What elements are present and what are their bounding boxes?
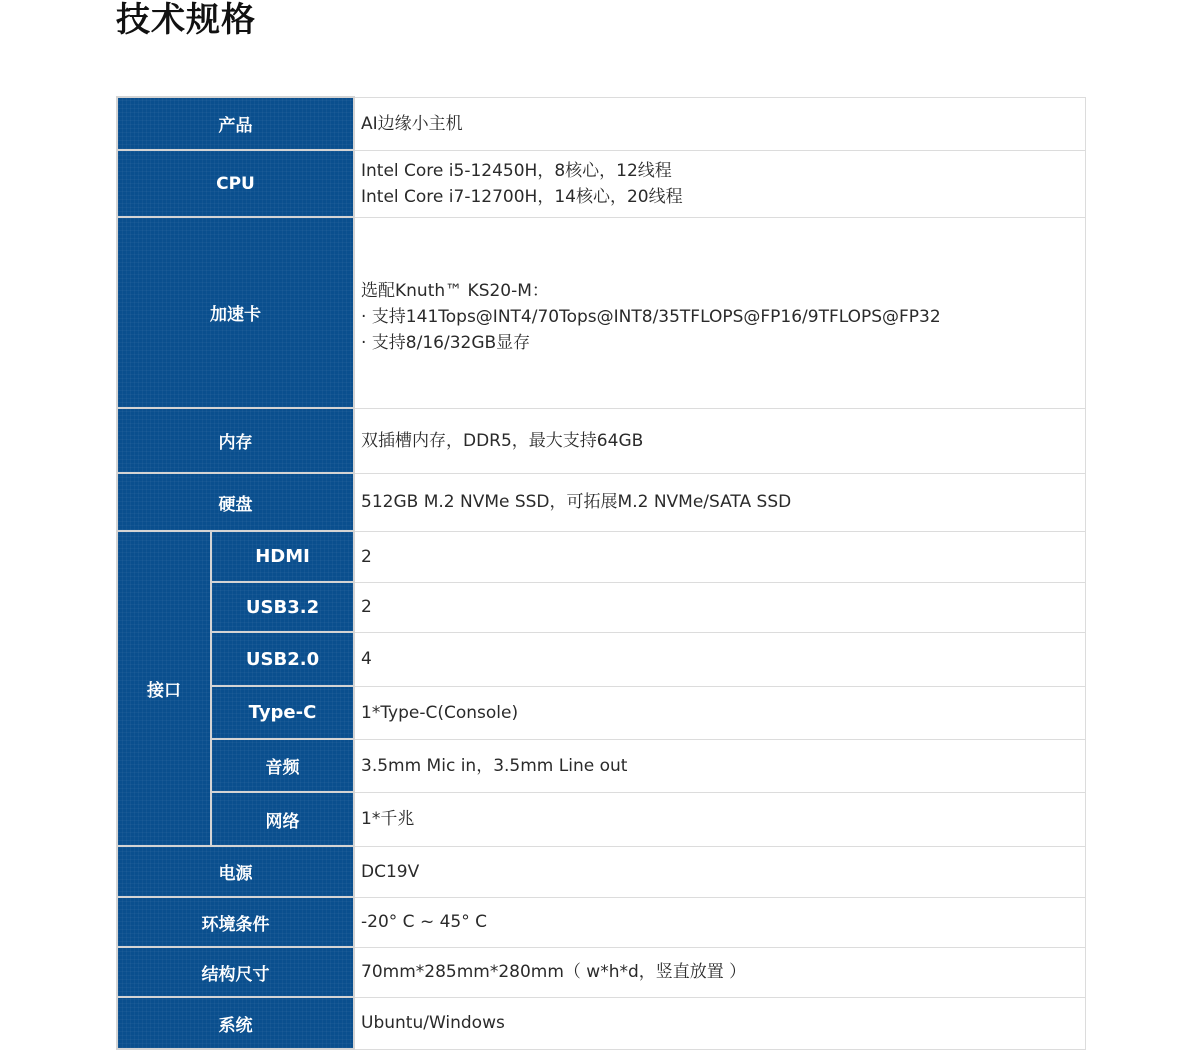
- table-row: [117, 473, 1085, 531]
- cpu-line: Intel Core i7-12700H，14核心，20线程: [361, 186, 683, 207]
- table-row: [117, 686, 1085, 739]
- interface-value-network: 1*千兆: [354, 792, 1085, 846]
- interface-label-typec: Type-C: [211, 686, 354, 739]
- spec-table: [116, 96, 1086, 1050]
- row-label-product: 产品: [117, 97, 354, 150]
- table-row: [117, 897, 1085, 947]
- accelerator-intro: 选配Knuth™ KS20-M：: [361, 280, 549, 301]
- table-row: [117, 97, 1085, 150]
- interface-label-network: 网络: [211, 792, 354, 846]
- row-label-dimensions: 结构尺寸: [117, 947, 354, 997]
- row-value-product: AI边缘小主机: [354, 97, 1085, 150]
- interface-value-audio: 3.5mm Mic in，3.5mm Line out: [354, 739, 1085, 792]
- table-row: [117, 632, 1085, 686]
- row-value-memory: 双插槽内存，DDR5，最大支持64GB: [354, 408, 1085, 473]
- interface-label-usb32: USB3.2: [211, 582, 354, 632]
- interface-value-usb32: 2: [354, 582, 1085, 632]
- table-row: [117, 947, 1085, 997]
- accelerator-bullet: · 支持141Tops@INT4/70Tops@INT8/35TFLOPS@FP16/9TFLOPS@FP32: [361, 306, 941, 327]
- table-row: [117, 150, 1085, 217]
- table-row: [117, 846, 1085, 897]
- row-label-environment: 环境条件: [117, 897, 354, 947]
- row-value-power: DC19V: [354, 846, 1085, 897]
- page-title: 技术规格: [116, 0, 256, 40]
- interface-label-usb20: USB2.0: [211, 632, 354, 686]
- table-row: [117, 739, 1085, 792]
- row-value-os: Ubuntu/Windows: [354, 997, 1085, 1049]
- table-row: [117, 582, 1085, 632]
- row-label-power: 电源: [117, 846, 354, 897]
- cpu-line: Intel Core i5-12450H，8核心，12线程: [361, 160, 672, 181]
- row-value-dimensions: 70mm*285mm*280mm（ w*h*d，竖直放置 ）: [354, 947, 1085, 997]
- table-row: [117, 531, 1085, 582]
- accelerator-bullet: · 支持8/16/32GB显存: [361, 332, 531, 353]
- row-value-storage: 512GB M.2 NVMe SSD，可拓展M.2 NVMe/SATA SSD: [354, 473, 1085, 531]
- row-label-interfaces: 接口: [117, 531, 211, 846]
- row-value-accelerator: [354, 217, 1085, 408]
- interface-label-audio: 音频: [211, 739, 354, 792]
- row-label-accelerator: 加速卡: [117, 217, 354, 408]
- row-value-environment: -20° C ~ 45° C: [354, 897, 1085, 947]
- interface-label-hdmi: HDMI: [211, 531, 354, 582]
- interface-value-typec: 1*Type-C(Console): [354, 686, 1085, 739]
- interface-value-usb20: 4: [354, 632, 1085, 686]
- interface-value-hdmi: 2: [354, 531, 1085, 582]
- table-row: [117, 217, 1085, 408]
- row-value-cpu: [354, 150, 1085, 217]
- table-row: [117, 792, 1085, 846]
- table-row: [117, 408, 1085, 473]
- row-label-memory: 内存: [117, 408, 354, 473]
- row-label-cpu: CPU: [117, 150, 354, 217]
- row-label-storage: 硬盘: [117, 473, 354, 531]
- table-row: [117, 997, 1085, 1049]
- row-label-os: 系统: [117, 997, 354, 1049]
